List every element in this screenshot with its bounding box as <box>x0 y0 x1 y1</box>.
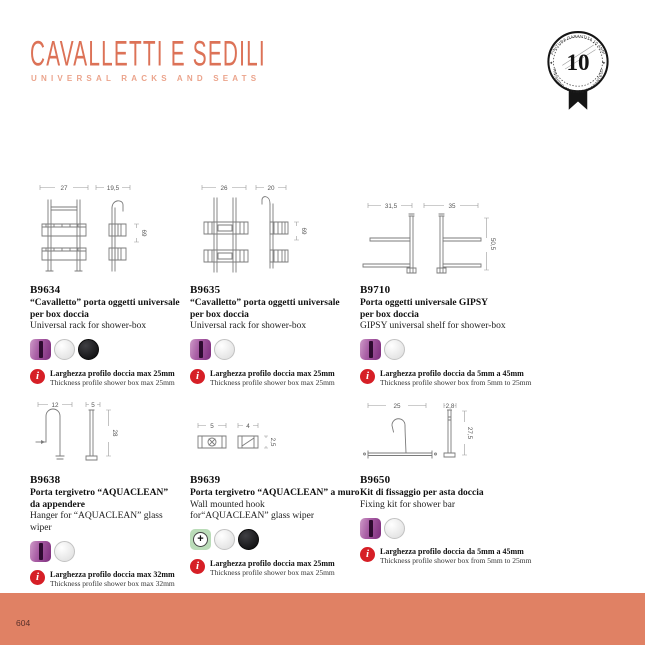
footer-band <box>0 593 645 645</box>
dimension-label: 31,5 <box>384 203 398 210</box>
product-card <box>30 398 188 588</box>
badge-star-icon: ✦ <box>549 60 554 66</box>
info-text-it: Larghezza profilo doccia da 5mm a 45mm <box>380 368 524 378</box>
info-text-it: Larghezza profilo doccia da 5mm a 45mm <box>380 547 524 556</box>
swatch-slot <box>369 341 373 358</box>
info-icon: i <box>190 559 205 574</box>
info-row <box>190 369 348 387</box>
page-subtitle: UNIVERSAL RACKS AND SEATS <box>31 74 261 83</box>
info-row <box>360 368 532 387</box>
dimension-label: 5 <box>210 423 214 430</box>
info-text-en: Thickness profile shower box max 25mm <box>210 377 335 387</box>
finish-swatch-black <box>238 529 259 550</box>
product-code: B9650 <box>360 474 391 486</box>
technical-drawing <box>360 398 518 468</box>
finish-swatch-purple <box>30 541 51 562</box>
info-text-it: Larghezza profilo doccia max 25mm <box>210 558 335 568</box>
plus-icon: + <box>193 532 208 547</box>
dimension-label: 2,5 <box>269 437 276 447</box>
dimension-label: 50,5 <box>489 237 496 251</box>
product-card <box>190 398 360 577</box>
info-icon: i <box>190 369 205 384</box>
product-card <box>190 180 348 387</box>
dimension-label: 2,8 <box>445 403 455 410</box>
product-code: B9638 <box>30 474 61 486</box>
page-number: 604 <box>16 618 31 628</box>
info-text-it: Larghezza profilo doccia max 25mm <box>50 368 175 378</box>
technical-drawing <box>30 180 188 278</box>
finish-swatch-white <box>214 529 235 550</box>
badge-value: 10 <box>566 50 590 76</box>
product-name-it: Porta tergivetro “AQUACLEAN” a muro <box>190 488 360 498</box>
info-icon: i <box>30 570 45 585</box>
technical-drawing <box>360 180 518 278</box>
info-text-en: Thickness profile shower box max 25mm <box>50 377 175 387</box>
dimension-label: 27,5 <box>466 426 473 440</box>
technical-drawing <box>190 180 348 278</box>
dimension-label: 26 <box>220 185 228 192</box>
product-name-en: GIPSY universal shelf for shower-box <box>360 321 506 331</box>
info-row <box>360 547 532 565</box>
info-text-en: Thickness profile shower box from 5mm to 25mm <box>380 556 532 565</box>
dimension-label: 28 <box>111 429 118 437</box>
swatch-slot <box>39 543 43 560</box>
info-row <box>30 570 188 588</box>
finish-swatch-white <box>384 518 405 539</box>
info-text-en: Thickness profile shower box max 32mm <box>50 579 175 588</box>
finish-swatch-green-plus <box>190 529 211 550</box>
product-card <box>30 180 188 387</box>
info-row <box>30 369 188 387</box>
info-text-en: Thickness profile shower box from 5mm to 25mm <box>380 377 532 387</box>
finish-swatch-purple <box>190 339 211 360</box>
guarantee-badge-icon <box>541 26 615 114</box>
info-text-en: Thickness profile shower box max 25mm <box>210 567 335 577</box>
product-name-en: Universal rack for shower-box <box>190 321 307 331</box>
info-text-it: Larghezza profilo doccia max 25mm <box>210 368 335 378</box>
product-name-en: Hanger for “AQUACLEAN” glass wiper <box>30 511 163 533</box>
dimension-label: 19,5 <box>106 185 120 192</box>
technical-drawing <box>190 398 348 468</box>
swatch-slot <box>369 520 373 537</box>
finish-swatches <box>190 339 348 361</box>
badge-top-text: FINITURA GARANTITA 10 ANNI <box>549 33 607 56</box>
product-code: B9639 <box>190 474 221 486</box>
info-text-it: Larghezza profilo doccia max 32mm <box>50 570 175 579</box>
finish-swatch-black <box>78 339 99 360</box>
finish-swatch-white <box>384 339 405 360</box>
badge-star-icon: ✦ <box>602 60 606 66</box>
product-card <box>360 398 532 565</box>
finish-swatch-white <box>214 339 235 360</box>
info-icon: i <box>30 369 45 384</box>
finish-swatch-purple <box>360 518 381 539</box>
finish-swatches <box>30 540 188 562</box>
dimension-label: 25 <box>393 403 401 410</box>
dimension-label: 27 <box>60 185 68 192</box>
product-name-en: Universal rack for shower-box <box>30 321 147 331</box>
product-code: B9710 <box>360 284 391 296</box>
badge-bottom-text: FINISHING 10 YEARS GUARANTEED <box>551 68 605 95</box>
dimension-label: 69 <box>300 227 307 235</box>
info-row <box>190 559 348 577</box>
product-name-it: Porta tergivetro “AQUACLEAN” da appendere <box>30 488 169 510</box>
dimension-label: 4 <box>246 423 250 430</box>
finish-swatch-white <box>54 541 75 562</box>
info-icon: i <box>360 547 375 562</box>
dimension-label: 69 <box>140 229 147 237</box>
dimension-label: 5 <box>91 402 95 409</box>
page-title: CAVALLETTI E SEDILI <box>30 33 266 74</box>
product-name-it: Kit di fissaggio per asta doccia <box>360 488 484 498</box>
finish-swatches <box>190 529 348 551</box>
finish-swatch-white <box>54 339 75 360</box>
product-name-en: Fixing kit for shower bar <box>360 499 455 510</box>
product-name-it: “Cavalletto” porta oggetti universale per box doccia <box>30 298 180 320</box>
finish-swatches <box>360 517 518 539</box>
finish-swatch-purple <box>360 339 381 360</box>
technical-drawing <box>30 398 188 468</box>
product-name-en: Wall mounted hook for“AQUACLEAN” glass wiper <box>190 499 314 521</box>
swatch-slot <box>199 341 203 358</box>
dimension-label: 12 <box>51 402 59 409</box>
product-code: B9635 <box>190 284 221 296</box>
finish-swatch-purple <box>30 339 51 360</box>
dimension-label: 35 <box>448 203 456 210</box>
product-code: B9634 <box>30 284 61 296</box>
finish-swatches <box>30 339 188 361</box>
dimension-label: 20 <box>267 185 275 192</box>
swatch-slot <box>39 341 43 358</box>
product-card <box>360 180 532 387</box>
product-name-it: “Cavalletto” porta oggetti universale per box doccia <box>190 298 340 320</box>
finish-swatches <box>360 339 518 361</box>
product-name-it: Porta oggetti universale GIPSY per box doccia <box>360 298 488 320</box>
info-icon: i <box>360 369 375 384</box>
